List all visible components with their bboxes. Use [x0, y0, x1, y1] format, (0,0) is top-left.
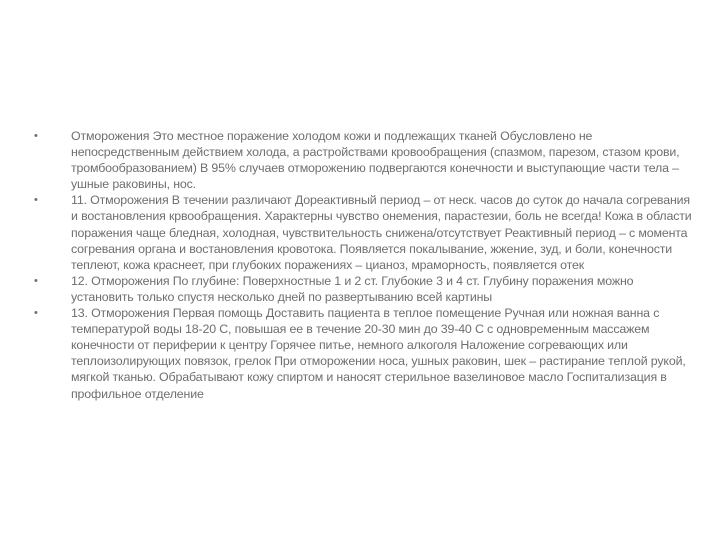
- bullet-icon: •: [34, 130, 38, 142]
- list-item: [34, 192, 696, 272]
- bullet-icon: •: [34, 307, 38, 320]
- bullet-text: 12. Отморожения По глубине: Поверхностные 1 и 2 ст. Глубокие 3 и 4 ст. Глубину поражения можно установить только спустя несколько дней по развертыванию всей картины: [71, 273, 634, 304]
- bullet-icon: •: [34, 274, 38, 287]
- list-item: [34, 128, 696, 192]
- bullet-text: 11. Отморожения В течении различают Дореактивный период – от неск. часов до суток до начала согревания и востановления крвообращения. Характерны чувство онемения, парастезии, боль не всегда! Кожа в области поражения чаще бледная, холодная, чувствительность снижена/отсутствует Реактивный период – с момента согревания органа и востановления кровотока. Появляется покалывание, жжение, зуд, и боли, конечности теплеют, кожа краснеет, при глубоких поражениях – цианоз, мраморность, появляется отек: [71, 193, 692, 272]
- list-item: [34, 273, 696, 305]
- bullet-icon: •: [34, 194, 38, 207]
- list-item: [34, 305, 696, 402]
- bullet-text: 13. Отморожения Первая помощь Доставить пациента в теплое помещение Ручная или ножная ванна с температурой воды 18-20 С, повышая ее в течение 20-30 мин до 39-40 С с одновременным массажем конечности от периферии к центру Горячее питье, немного алкоголя Наложение согревающих или теплоизолирующих повязок, грелок При отморожении носа, ушных раковин, шек – растирание теплой рукой, мягкой тканью. Обрабатывают кожу спиртом и наносят стерильное вазелиновое масло Госпитализация в профильное отделение: [71, 306, 686, 401]
- bullet-text: Отморожения Это местное поражение холодом кожи и подлежащих тканей Обусловлено не непосредственным действием холода, а растройствами кровообращения (спазмом, парезом, стазом крови, тромбообразованием) В 95% случаев отморожению подвергаются конечности и выступающие части тела – ушные раковины, нос.: [71, 129, 680, 192]
- bullet-list: [34, 128, 696, 402]
